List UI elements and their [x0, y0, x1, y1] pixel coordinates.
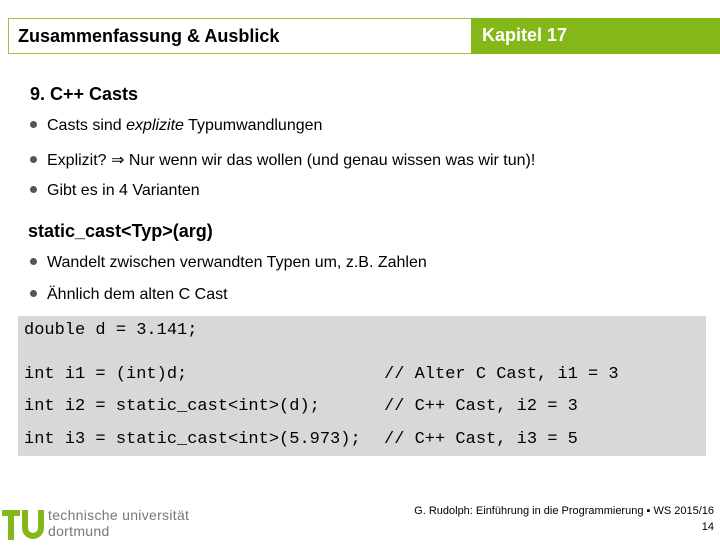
code-comment-3: // C++ Cast, i2 = 3 — [384, 397, 578, 416]
slide-header-title: Zusammenfassung & Ausblick — [18, 26, 280, 46]
tu-logo-icon — [0, 504, 46, 540]
bullet-converts-types: Wandelt zwischen verwandten Typen um, z.B. Zahlen — [30, 254, 427, 272]
bullet-dot-icon — [30, 258, 37, 265]
code-comment-2: // Alter C Cast, i1 = 3 — [384, 365, 619, 384]
code-line-1: double d = 3.141; — [24, 321, 198, 340]
header-title-box — [8, 18, 471, 54]
static-cast-title: static_cast<Typ>(arg) — [28, 221, 213, 241]
code-comment-4: // C++ Cast, i3 = 5 — [384, 430, 578, 449]
chapter-label: Kapitel 17 — [482, 25, 568, 45]
logo-line-1: technische universität — [48, 507, 190, 523]
bullet-dot-icon — [30, 156, 37, 163]
bullet-explicit-casts: Casts sind explizite Typumwandlungen — [30, 117, 322, 135]
section-title: 9. C++ Casts — [30, 84, 139, 104]
footer-text: G. Rudolph: Einführung in die Programmierung ▪ WS 2015/16 — [414, 505, 714, 517]
bullet-dot-icon — [30, 290, 37, 297]
logo-line-2: dortmund — [48, 523, 110, 539]
code-line-3: int i2 = static_cast<int>(d); — [24, 397, 320, 416]
code-line-4: int i3 = static_cast<int>(5.973); — [24, 430, 361, 449]
tu-dortmund-logo — [0, 504, 200, 540]
footer — [414, 503, 714, 535]
chapter-box — [471, 18, 720, 54]
bullet-similar-c-cast: Ähnlich dem alten C Cast — [30, 286, 228, 304]
code-line-2: int i1 = (int)d; — [24, 365, 188, 384]
bullet-variants: Gibt es in 4 Varianten — [30, 182, 200, 200]
bullet-dot-icon — [30, 121, 37, 128]
bullet-dot-icon — [30, 186, 37, 193]
bullet-explicit-question: Explizit? ⇒ Nur wenn wir das wollen (und genau wissen was wir tun)! — [30, 150, 535, 170]
page-number: 14 — [701, 521, 714, 533]
